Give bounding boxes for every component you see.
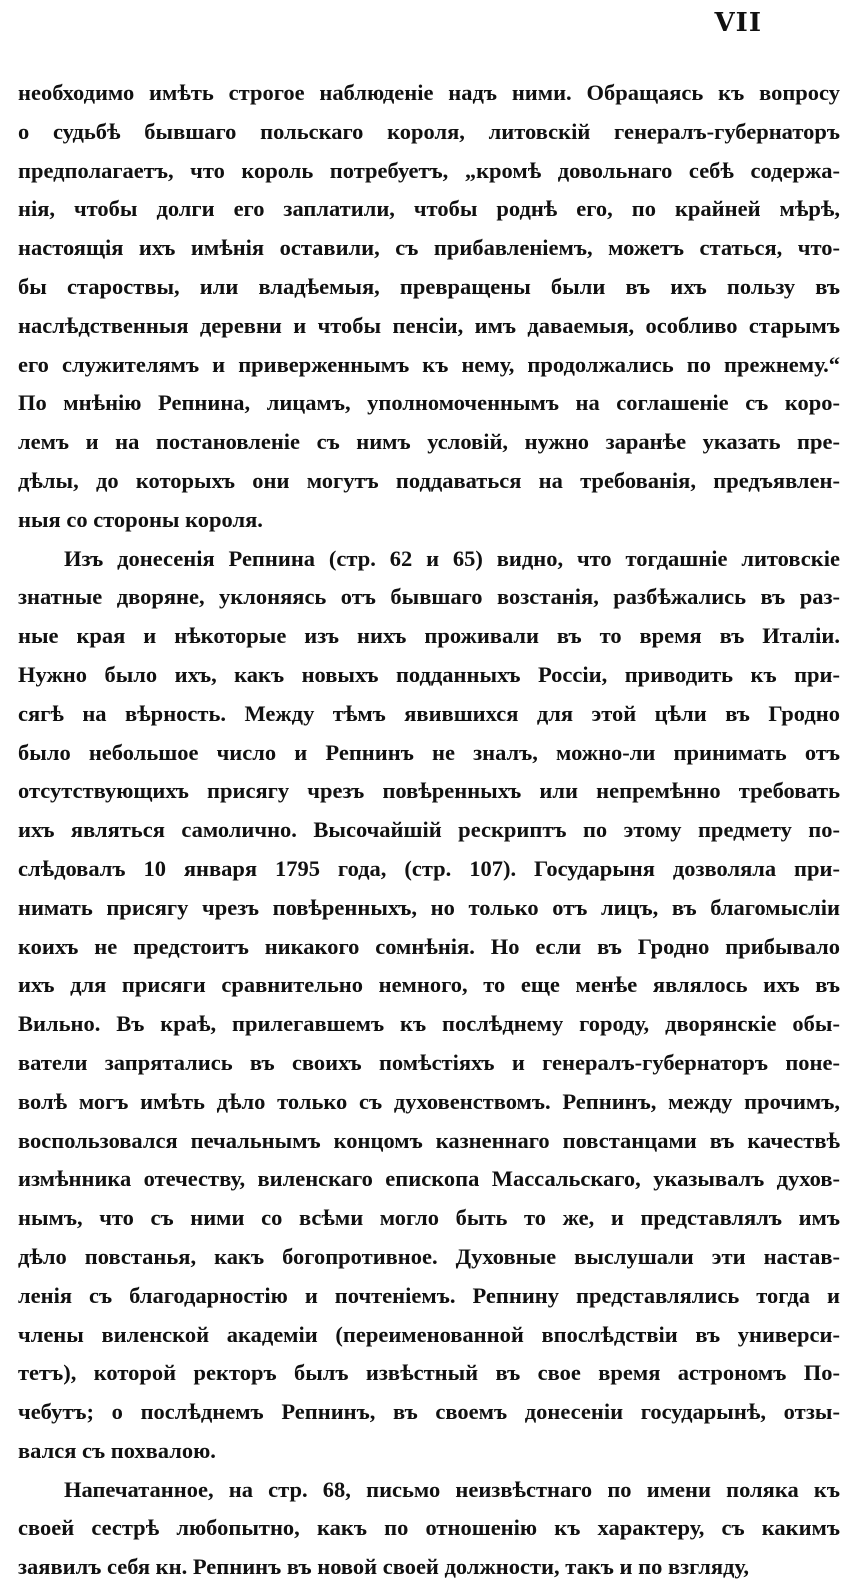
text-line: слѣдовалъ 10 января 1795 года, (стр. 107). Государыня дозволяла при- xyxy=(18,855,840,881)
text-line: ихъ являться самолично. Высочайшій рескриптъ по этому предмету по- xyxy=(18,817,840,843)
text-line: нія, чтобы долги его заплатили, чтобы роднѣ его, по крайней мѣрѣ, xyxy=(18,196,840,222)
body-text xyxy=(18,74,840,1587)
text-line: дѣлы, до которыхъ они могутъ поддаваться на требованія, предъявлен- xyxy=(18,467,840,493)
text-line: чебутъ; о послѣднемъ Репнинъ, въ своемъ донесеніи государынѣ, отзы- xyxy=(18,1399,840,1425)
text-line: ныя со стороны короля. xyxy=(18,506,263,532)
text-line: ихъ для присяги сравнительно немного, то еще менѣе являлось ихъ въ xyxy=(18,972,840,998)
text-line: лемъ и на постановленіе съ нимъ условій, нужно заранѣе указать пре- xyxy=(18,429,840,455)
text-line: заявилъ себя кн. Репнинъ въ новой своей должности, такъ и по взгляду, xyxy=(18,1554,750,1580)
text-line: воспользовался печальнымъ концомъ казненнаго повстанцами въ качествѣ xyxy=(18,1127,840,1153)
text-line: своей сестрѣ любопытно, какъ по отношенію къ характеру, съ какимъ xyxy=(18,1515,840,1541)
text-line: Вильно. Въ краѣ, прилегавшемъ къ послѣднему городу, дворянскіе обы- xyxy=(18,1011,840,1037)
text-line: Изъ донесенія Репнина (стр. 62 и 65) видно, что тогдашніе литовскіе xyxy=(64,545,840,571)
text-line: отсутствующихъ присягу чрезъ повѣренныхъ или непремѣнно требовать xyxy=(18,778,840,804)
text-line: ленія съ благодарностію и почтеніемъ. Репнину представлялись тогда и xyxy=(18,1282,840,1308)
text-line: сягѣ на вѣрность. Между тѣмъ явившихся для этой цѣли въ Гродно xyxy=(18,700,840,726)
text-line: коихъ не предстоитъ никакого сомнѣнія. Но если въ Гродно прибывало xyxy=(18,933,840,959)
text-line: бы староствы, или владѣемыя, превращены были въ ихъ пользу въ xyxy=(18,273,840,299)
text-line: измѣнника отечеству, виленскаго епископа Массальскаго, указывалъ духов- xyxy=(18,1166,840,1192)
text-line: о судьбѣ бывшаго польскаго короля, литовскій генералъ-губернаторъ xyxy=(18,118,840,144)
text-line: По мнѣнію Репнина, лицамъ, уполномоченнымъ на соглашеніе съ коро- xyxy=(18,390,840,416)
text-line: ные края и нѣкоторые изъ нихъ проживали въ то время въ Италіи. xyxy=(18,623,840,649)
page-number: VII xyxy=(714,8,762,38)
text-line: было небольшое число и Репнинъ не зналъ, можно-ли принимать отъ xyxy=(18,739,840,765)
text-line: Напечатанное, на стр. 68, письмо неизвѣстнаго по имени поляка къ xyxy=(64,1476,840,1502)
paragraph xyxy=(18,540,840,1471)
text-line: наслѣдственныя деревни и чтобы пенсіи, имъ даваемыя, особливо старымъ xyxy=(18,312,840,338)
text-line: настоящія ихъ имѣнія оставили, съ прибавленіемъ, можетъ статься, что- xyxy=(18,235,840,261)
text-line: дѣло повстанья, какъ богопротивное. Духовные выслушали эти настав- xyxy=(18,1243,840,1269)
text-line: предполагаетъ, что король потребуетъ, „кромѣ довольнаго себѣ содержа- xyxy=(18,157,840,183)
text-line: необходимо имѣть строгое наблюденіе надъ ними. Обращаясь къ вопросу xyxy=(18,80,840,105)
text-line: его служителямъ и приверженнымъ къ нему, продолжались по прежнему.“ xyxy=(18,351,840,377)
text-line: Нужно было ихъ, какъ новыхъ подданныхъ Россіи, приводить къ при- xyxy=(18,661,840,687)
text-line: волѣ могъ имѣть дѣло только съ духовенствомъ. Репнинъ, между прочимъ, xyxy=(18,1088,840,1114)
paragraph xyxy=(18,74,840,540)
text-line: нимать присягу чрезъ повѣренныхъ, но только отъ лицъ, въ благомысліи xyxy=(18,894,840,920)
text-line: вался съ похвалою. xyxy=(18,1437,216,1463)
text-line: нымъ, что съ ними со всѣми могло быть то же, и представлялъ имъ xyxy=(18,1205,840,1231)
text-line: тетъ), которой ректоръ былъ извѣстный въ свое время астрономъ По- xyxy=(18,1360,840,1386)
paragraph xyxy=(18,1471,840,1587)
text-line: ватели запрятались въ своихъ помѣстіяхъ и генералъ-губернаторъ поне- xyxy=(18,1049,840,1075)
text-line: члены виленской академіи (переименованной впослѣдствіи въ универси- xyxy=(18,1321,840,1347)
text-line: знатные дворяне, уклоняясь отъ бывшаго возстанія, разбѣжались въ раз- xyxy=(18,584,840,610)
